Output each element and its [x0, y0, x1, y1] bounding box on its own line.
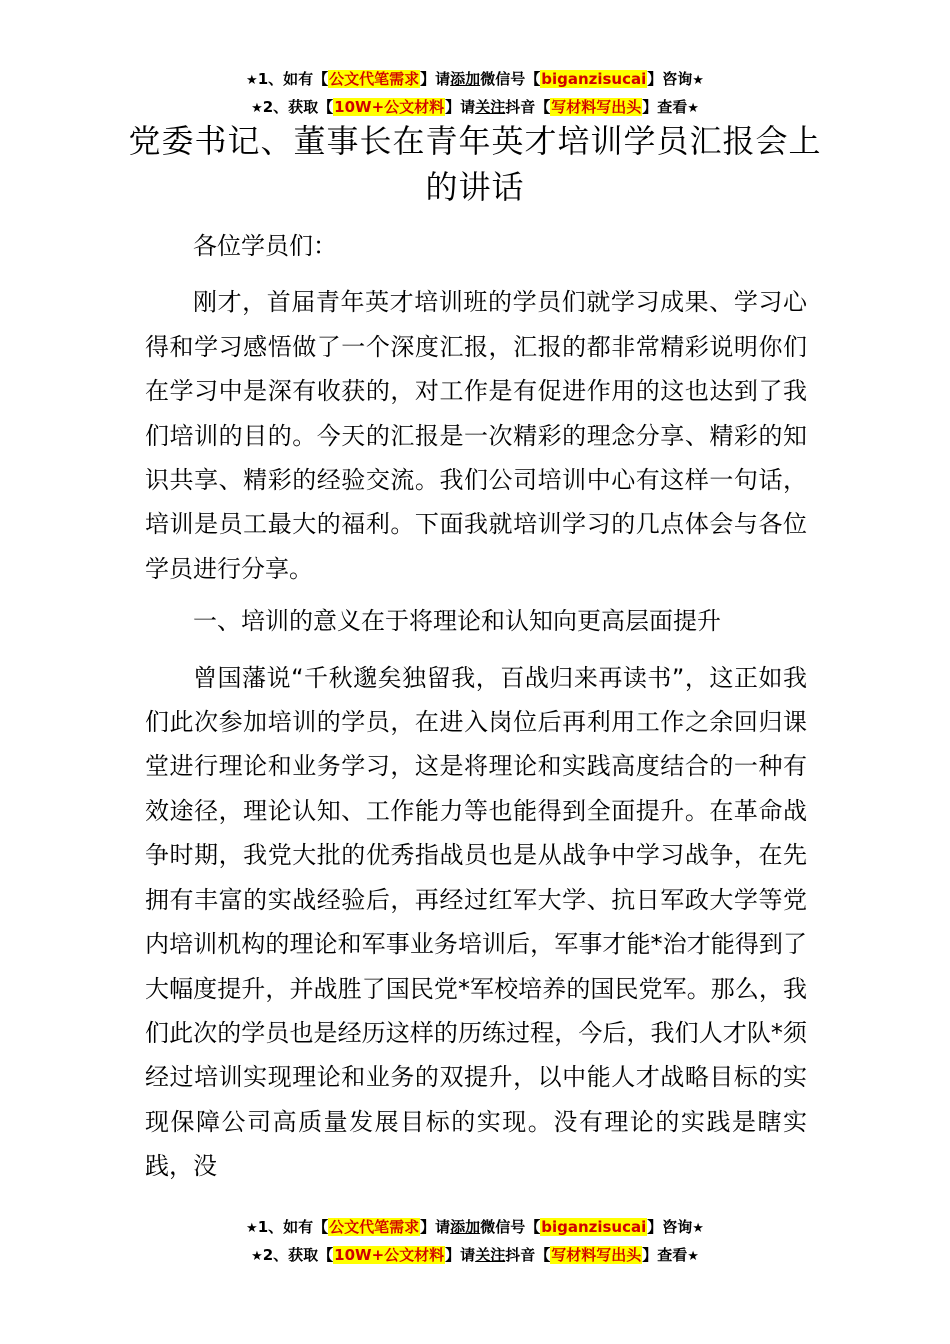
- document-title: 党委书记、董事长在青年英才培训学员汇报会上的讲话: [128, 122, 822, 206]
- star-icon: ★: [246, 73, 258, 88]
- banner-line-2: ★2、获取【10W+公文材料】请关注抖音【写材料写出头】查看★: [251, 1246, 699, 1264]
- document-body: [145, 224, 807, 1197]
- header-banner: [0, 66, 950, 122]
- highlight-wechat-id: biganzisucai: [541, 1218, 647, 1236]
- highlight-wechat-id: biganzisucai: [541, 70, 647, 88]
- highlight-service: 公文代笔需求: [329, 1218, 420, 1236]
- banner-line-1: ★1、如有【公文代笔需求】请添加微信号【biganzisucai】咨询★: [246, 1218, 704, 1236]
- star-icon: ★: [692, 73, 704, 88]
- star-icon: ★: [692, 1221, 704, 1236]
- star-icon: ★: [687, 1249, 699, 1264]
- footer-banner: [0, 1214, 950, 1270]
- salutation: 各位学员们：: [193, 232, 337, 260]
- highlight-douyin: 写材料写出头: [551, 98, 642, 116]
- star-icon: ★: [251, 101, 263, 116]
- banner-line-1: ★1、如有【公文代笔需求】请添加微信号【biganzisucai】咨询★: [246, 70, 704, 88]
- highlight-service: 公文代笔需求: [329, 70, 420, 88]
- paragraph: 刚才，首届青年英才培训班的学员们就学习成果、学习心得和学习感悟做了一个深度汇报，汇报的都非常精彩说明你们在学习中是深有收获的，对工作是有促进作用的这也达到了我们培训的目的。今天的汇报是一次精彩的理念分享、精彩的知识共享、精彩的经验交流。我们公司培训中心有这样一句话，培训是员工最大的福利。下面我就培训学习的几点体会与各位学员进行分享。: [145, 288, 807, 583]
- banner-line-2: ★2、获取【10W+公文材料】请关注抖音【写材料写出头】查看★: [251, 98, 699, 116]
- highlight-materials: 10W+公文材料: [334, 1246, 445, 1264]
- highlight-douyin: 写材料写出头: [551, 1246, 642, 1264]
- section-heading: 一、培训的意义在于将理论和认知向更高层面提升: [193, 607, 721, 636]
- paragraph: 曾国藩说“千秋邈矣独留我，百战归来再读书”，这正如我们此次参加培训的学员，在进入岗位后再利用工作之余回归课堂进行理论和业务学习，这是将理论和实践高度结合的一种有效途径，理论认知、工作能力等也能得到全面提升。在革命战争时期，我党大批的优秀指战员也是从战争中学习战争，在先拥有丰富的实战经验后，再经过红军大学、抗日军政大学等党内培训机构的理论和军事业务培训后，军事才能*治才能得到了大幅度提升，并战胜了国民党*军校培养的国民党军。那么，我们此次的学员也是经历这样的历练过程，今后，我们人才队*须经过培训实现理论和业务的双提升，以中能人才战略目标的实现保障公司高质量发展目标的实现。没有理论的实践是瞎实践，没: [145, 663, 807, 1181]
- highlight-materials: 10W+公文材料: [334, 98, 445, 116]
- star-icon: ★: [687, 101, 699, 116]
- star-icon: ★: [251, 1249, 263, 1264]
- star-icon: ★: [246, 1221, 258, 1236]
